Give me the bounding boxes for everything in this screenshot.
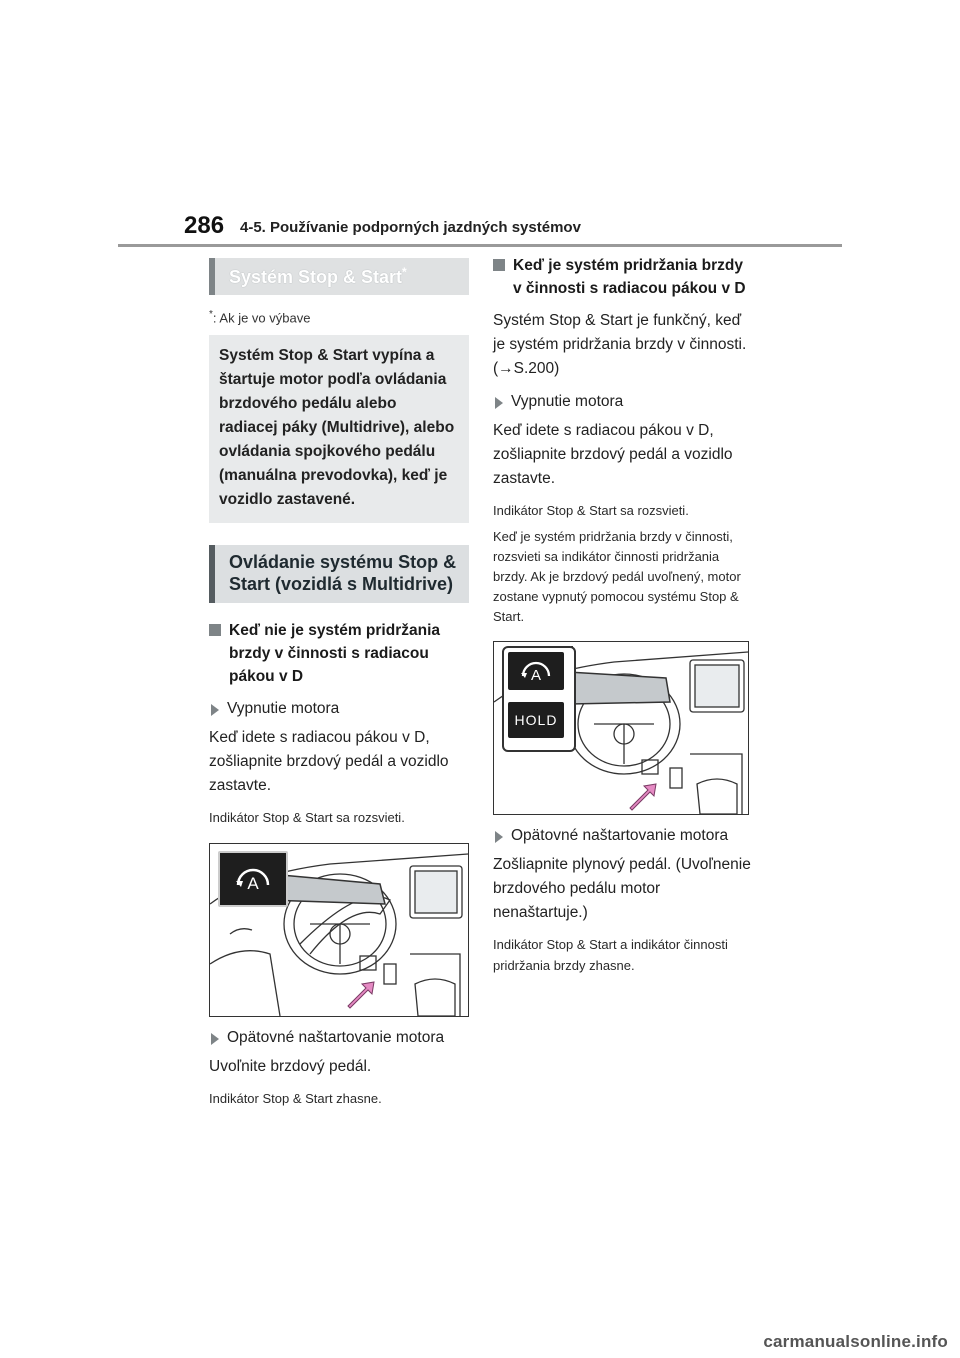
right-step1-note1: Indikátor Stop & Start sa rozsvieti. bbox=[493, 502, 689, 518]
right-step1-body: Keď idete s radiacou pákou v D, zošliapnite brzdový pedál a vozidlo zastavte. bbox=[493, 421, 733, 487]
auto-stop-start-icon bbox=[230, 859, 276, 899]
step2-body: Uvoľnite brzdový pedál. bbox=[209, 1057, 372, 1075]
stop-start-indicator bbox=[218, 851, 288, 907]
step-engine-restart: Opätovné naštartovanie motora bbox=[209, 1029, 469, 1047]
left-column bbox=[209, 258, 469, 1109]
triangle-bullet-icon bbox=[211, 1033, 219, 1045]
auto-stop-start-icon bbox=[515, 654, 557, 688]
watermark: carmanualsonline.info bbox=[763, 1332, 948, 1351]
right-step2-body: Zošliapnite plynový pedál. (Uvoľnenie brzdového pedálu motor nenaštartuje.) bbox=[493, 856, 751, 922]
right-step1-note2: Keď je systém pridržania brzdy v činnosti, rozsvieti sa indikátor činnosti pridržania brzdy. Ak je brzdový pedál uvoľnený, motor zostane vypnutý pomocou systému Stop & Start. bbox=[493, 528, 741, 625]
subhead-no-hold: Keď nie je systém pridržania brzdy v činnosti s radiacou pákou v D bbox=[209, 619, 469, 689]
running-header: 4-5. Používanie podporných jazdných systémov bbox=[240, 219, 581, 236]
svg-text:A: A bbox=[247, 873, 259, 893]
triangle-bullet-icon bbox=[211, 704, 219, 716]
right-column bbox=[493, 254, 753, 976]
section-title-bar bbox=[209, 258, 469, 295]
header-rule bbox=[118, 244, 842, 247]
brake-hold-indicator: HOLD bbox=[508, 702, 564, 738]
right-step-engine-restart: Opätovné naštartovanie motora bbox=[493, 827, 753, 845]
summary-box: Systém Stop & Start vypína a štartuje motor podľa ovládania brzdového pedálu alebo radiacej páky (Multidrive), alebo ovládania spojkového pedálu (manuálna prevodovka), keď je vozidlo zastavené. bbox=[209, 335, 469, 523]
stop-start-indicator bbox=[508, 652, 564, 690]
triangle-bullet-icon bbox=[495, 397, 503, 409]
page-number: 286 bbox=[184, 212, 225, 239]
title-asterisk: * bbox=[402, 265, 407, 279]
section2-bar bbox=[209, 545, 469, 602]
right-step-engine-off: Vypnutie motora bbox=[493, 393, 753, 411]
triangle-bullet-icon bbox=[495, 831, 503, 843]
step-engine-off: Vypnutie motora bbox=[209, 700, 469, 718]
right-step2-note: Indikátor Stop & Start a indikátor činnosti pridržania brzdy zhasne. bbox=[493, 937, 728, 973]
dashboard-illustration-right bbox=[493, 641, 749, 815]
right-intro: Systém Stop & Start je funkčný, keď je systém pridržania brzdy v činnosti. (→S.200) bbox=[493, 311, 747, 377]
subhead-hold: Keď je systém pridržania brzdy v činnosti s radiacou pákou v D bbox=[493, 254, 753, 301]
dashboard-illustration-left bbox=[209, 843, 469, 1017]
svg-text:A: A bbox=[530, 667, 542, 685]
footnote: *: Ak je vo výbave bbox=[209, 309, 311, 326]
square-bullet-icon bbox=[209, 624, 221, 636]
square-bullet-icon bbox=[493, 259, 505, 271]
section2-title: Ovládanie systému Stop & Start (vozidlá s Multidrive) bbox=[229, 552, 457, 595]
section-title: Systém Stop & Start bbox=[229, 267, 403, 287]
step1-body: Keď idete s radiacou pákou v D, zošliapnite brzdový pedál a vozidlo zastavte. bbox=[209, 729, 449, 795]
step1-note: Indikátor Stop & Start sa rozsvieti. bbox=[209, 810, 405, 826]
step2-note: Indikátor Stop & Start zhasne. bbox=[209, 1090, 382, 1106]
